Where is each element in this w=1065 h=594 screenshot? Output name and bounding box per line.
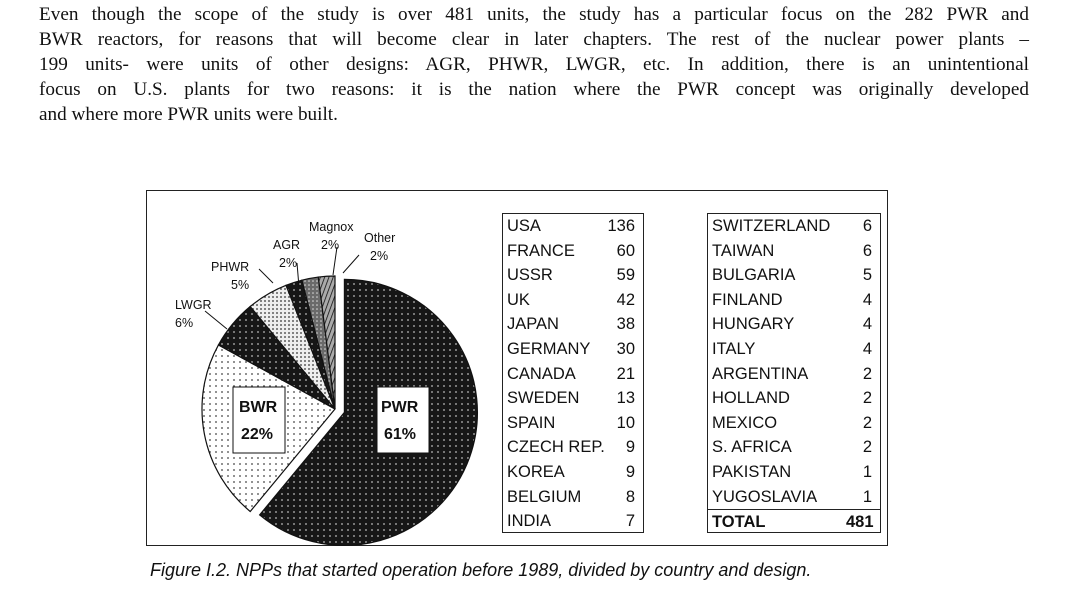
unit-count: 38 bbox=[616, 315, 635, 334]
country-name: BULGARIA bbox=[712, 266, 796, 285]
unit-count: 42 bbox=[616, 290, 635, 309]
country-name: INDIA bbox=[507, 512, 552, 531]
table-row bbox=[708, 386, 880, 411]
table-row bbox=[708, 362, 880, 387]
country-name: SWITZERLAND bbox=[712, 217, 831, 235]
country-name: UK bbox=[507, 290, 530, 309]
country-name: GERMANY bbox=[507, 339, 591, 358]
table-row bbox=[708, 435, 880, 460]
country-table-right bbox=[707, 213, 881, 533]
pie-leader-line-other bbox=[343, 255, 359, 273]
table-row bbox=[503, 411, 643, 436]
pie-label-value-lwgr: 6% bbox=[175, 316, 194, 330]
table-row bbox=[708, 485, 880, 510]
country-name: HUNGARY bbox=[712, 315, 795, 334]
table-row bbox=[708, 337, 880, 362]
pie-label-name-pwr: PWR bbox=[381, 399, 419, 416]
unit-count: 59 bbox=[616, 266, 635, 285]
table-row bbox=[503, 214, 643, 239]
unit-count: 30 bbox=[616, 339, 635, 358]
table-row bbox=[503, 509, 643, 534]
table-row bbox=[503, 288, 643, 313]
country-name: JAPAN bbox=[507, 315, 559, 334]
unit-count: 136 bbox=[607, 217, 635, 235]
unit-count: 9 bbox=[625, 438, 635, 457]
country-name: S. AFRICA bbox=[712, 438, 792, 457]
unit-count: 2 bbox=[862, 413, 872, 432]
table-row bbox=[503, 460, 643, 485]
country-name: HOLLAND bbox=[712, 389, 790, 408]
unit-count: 8 bbox=[625, 487, 635, 506]
country-name: ITALY bbox=[712, 339, 756, 358]
paragraph-line: and where more PWR units were built. bbox=[39, 104, 338, 125]
unit-count: 2 bbox=[862, 438, 872, 457]
unit-count: 13 bbox=[616, 389, 635, 408]
table-row bbox=[503, 239, 643, 264]
pie-leader-line-lwgr bbox=[205, 311, 227, 329]
country-name: CANADA bbox=[507, 364, 576, 383]
figure-box bbox=[146, 190, 888, 546]
paragraph-line: 199 units- were units of other designs: AGR, PHWR, LWGR, etc. In addition, there is an unintentional bbox=[39, 54, 1029, 75]
table-row bbox=[503, 386, 643, 411]
country-name: USA bbox=[507, 217, 541, 235]
pie-label-box-bwr bbox=[233, 387, 285, 453]
table-row bbox=[708, 288, 880, 313]
table-row bbox=[503, 362, 643, 387]
table-row bbox=[708, 214, 880, 239]
country-name: FRANCE bbox=[507, 241, 575, 260]
unit-count: 4 bbox=[862, 339, 872, 358]
table-row bbox=[503, 435, 643, 460]
paragraph-line: BWR reactors, for reasons that will become clear in later chapters. The rest of the nuclear power plants – bbox=[39, 29, 1029, 50]
country-name: CZECH REP. bbox=[507, 438, 605, 457]
country-name: USSR bbox=[507, 266, 553, 285]
paragraph-line: Even though the scope of the study is over 481 units, the study has a particular focus on the 282 PWR and bbox=[39, 4, 1029, 25]
paragraph-line: focus on U.S. plants for two reasons: it is the nation where the PWR concept was originally developed bbox=[39, 79, 1029, 100]
unit-count: 6 bbox=[862, 217, 872, 235]
table-row bbox=[503, 337, 643, 362]
table-row bbox=[708, 460, 880, 485]
unit-count: 2 bbox=[862, 389, 872, 408]
unit-count: 21 bbox=[616, 364, 635, 383]
unit-count: 7 bbox=[625, 512, 635, 531]
country-name: TAIWAN bbox=[712, 241, 775, 260]
table-row bbox=[503, 263, 643, 288]
country-name: KOREA bbox=[507, 462, 565, 481]
unit-count: 10 bbox=[616, 413, 635, 432]
unit-count: 5 bbox=[862, 266, 872, 285]
pie-label-value-pwr: 61% bbox=[384, 426, 417, 443]
country-table-left bbox=[502, 213, 644, 533]
table-row bbox=[503, 485, 643, 510]
pie-label-value-magnox: 2% bbox=[321, 238, 340, 252]
pie-label-name-magnox: Magnox bbox=[309, 220, 354, 234]
table-row bbox=[708, 411, 880, 436]
table-total-row bbox=[708, 509, 880, 535]
pie-label-value-other: 2% bbox=[370, 249, 389, 263]
total-value: 481 bbox=[846, 513, 874, 532]
unit-count: 1 bbox=[862, 487, 872, 506]
figure-caption: Figure I.2. NPPs that started operation before 1989, divided by country and design. bbox=[150, 560, 812, 580]
table-row bbox=[503, 312, 643, 337]
table-row bbox=[708, 239, 880, 264]
country-name: YUGOSLAVIA bbox=[712, 487, 818, 506]
pie-leader-line-phwr bbox=[259, 269, 273, 283]
unit-count: 6 bbox=[862, 241, 872, 260]
total-label: TOTAL bbox=[712, 513, 766, 532]
country-name: PAKISTAN bbox=[712, 462, 792, 481]
pie-label-name-other: Other bbox=[364, 231, 396, 245]
country-name: BELGIUM bbox=[507, 487, 582, 506]
unit-count: 4 bbox=[862, 315, 872, 334]
country-name: FINLAND bbox=[712, 290, 783, 309]
pie-label-name-agr: AGR bbox=[273, 238, 301, 252]
pie-label-box-pwr bbox=[377, 387, 429, 453]
country-name: ARGENTINA bbox=[712, 364, 809, 383]
country-name: MEXICO bbox=[712, 413, 778, 432]
unit-count: 60 bbox=[616, 241, 635, 260]
pie-label-value-phwr: 5% bbox=[231, 278, 250, 292]
unit-count: 9 bbox=[625, 462, 635, 481]
pie-label-name-bwr: BWR bbox=[239, 399, 278, 416]
country-name: SPAIN bbox=[507, 413, 556, 432]
unit-count: 4 bbox=[862, 290, 872, 309]
pie-label-name-lwgr: LWGR bbox=[175, 298, 212, 312]
body-paragraph bbox=[39, 2, 1029, 127]
unit-count: 1 bbox=[862, 462, 872, 481]
pie-label-value-bwr: 22% bbox=[241, 426, 274, 443]
unit-count: 2 bbox=[862, 364, 872, 383]
table-row bbox=[708, 263, 880, 288]
pie-label-name-phwr: PHWR bbox=[211, 260, 250, 274]
table-row bbox=[708, 312, 880, 337]
country-name: SWEDEN bbox=[507, 389, 580, 408]
pie-label-value-agr: 2% bbox=[279, 256, 298, 270]
